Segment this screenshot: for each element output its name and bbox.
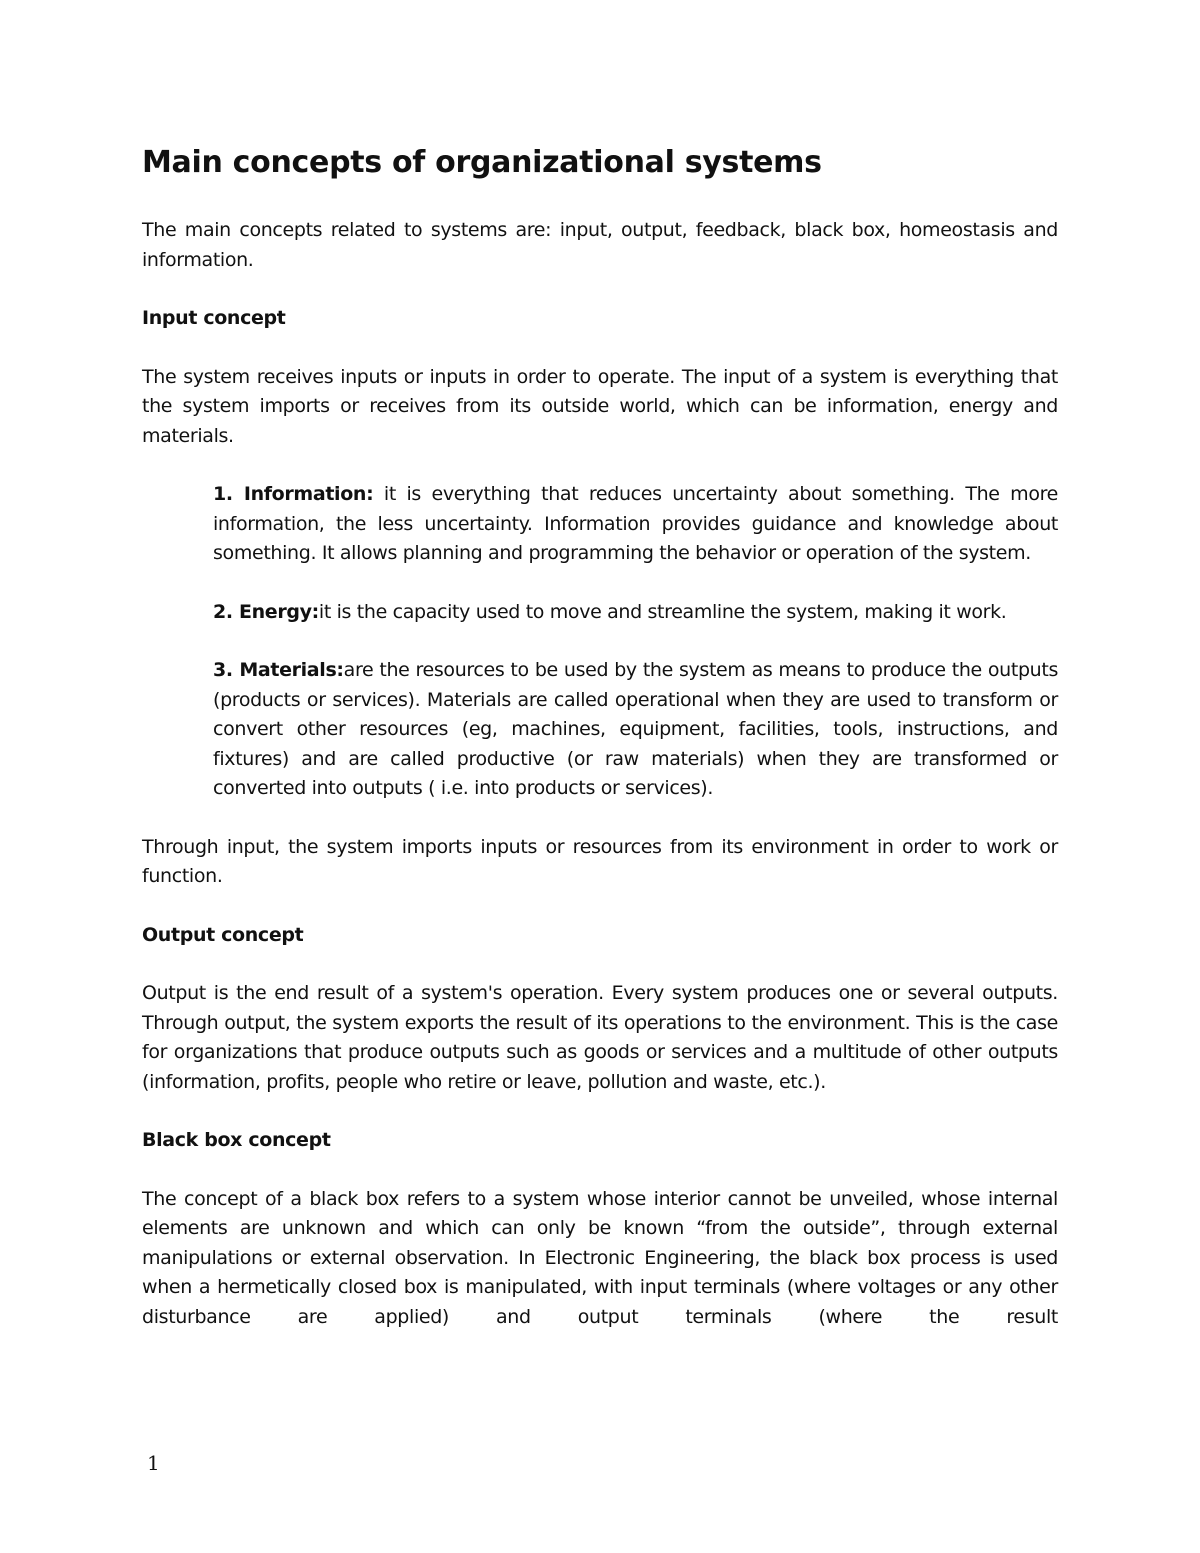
input-item-energy bbox=[213, 598, 1058, 628]
input-item-separator: : bbox=[336, 659, 344, 681]
input-item-label: 3. Materials bbox=[213, 659, 337, 681]
input-item-text: it is everything that reduces uncertainty about something. The more information, the less uncertainty. Information provides guidance and knowledge about something. It allows planning and programming the behavior or operation of the system. bbox=[213, 483, 1059, 564]
document-body bbox=[142, 143, 1058, 1361]
input-item-text: it is the capacity used to move and streamline the system, making it work. bbox=[318, 600, 1007, 623]
intro-paragraph: The main concepts related to systems are: input, output, feedback, black box, homeostasis and information. bbox=[142, 219, 1058, 271]
input-item-materials bbox=[213, 656, 1058, 804]
black-box-concept-heading: Black box concept bbox=[142, 1129, 331, 1151]
input-item-separator: : bbox=[366, 483, 374, 505]
input-item-label: 2. Energy bbox=[213, 600, 312, 623]
input-item-label: 1. Information bbox=[213, 483, 367, 505]
input-concept-paragraph: The system receives inputs or inputs in order to operate. The input of a system is everything that the system imports or receives from its outside world, which can be information, energy and materials. bbox=[142, 365, 1058, 447]
output-concept-heading: Output concept bbox=[142, 923, 304, 946]
input-item-separator: : bbox=[311, 600, 319, 623]
document-title: Main concepts of organizational systems bbox=[142, 145, 822, 180]
output-concept-paragraph: Output is the end result of a system's operation. Every system produces one or several outputs. Through output, the system exports the result of its operations to the environment. This is the case for organizations that produce outputs such as goods or services and a multitude of other outputs (information, profits, people who retire or leave, pollution and waste, etc.). bbox=[142, 982, 1058, 1093]
input-item-information bbox=[213, 480, 1058, 569]
page-number: 1 bbox=[147, 1451, 160, 1475]
black-box-concept-paragraph: The concept of a black box refers to a system whose interior cannot be unveiled, whose internal elements are unknown and which can only be known “from the outside”, through external manipulations or external observation. In Electronic Engineering, the black box process is used when a hermetically closed box is manipulated, with input terminals (where voltages or any other disturbance are applied) and output terminals (where the result bbox=[142, 1187, 1058, 1328]
input-item-text: are the resources to be used by the system as means to produce the outputs (products or services). Materials are called operational when they are used to transform or convert other resources (eg, machines, equipment, facilities, tools, instructions, and fixtures) and are called productive (or raw materials) when they are transformed or converted into outputs ( i.e. into products or services). bbox=[213, 659, 1059, 799]
input-concept-heading: Input concept bbox=[142, 307, 286, 329]
input-closing-paragraph: Through input, the system imports inputs or resources from its environment in order to work or function. bbox=[142, 835, 1058, 887]
